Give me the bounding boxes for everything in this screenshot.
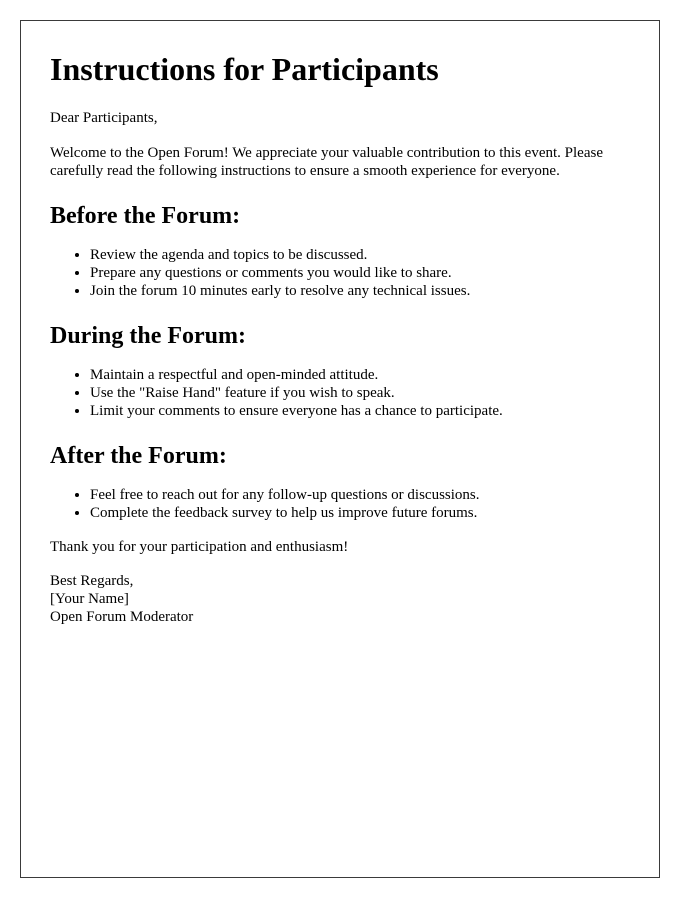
before-forum-list	[50, 246, 630, 300]
list-item: • Maintain a respectful and open-minded attitude.	[90, 366, 630, 384]
list-item: • Join the forum 10 minutes early to resolve any technical issues.	[90, 282, 630, 300]
closing-text: Best Regards,	[50, 573, 134, 589]
document-content	[50, 21, 630, 626]
page-title: Instructions for Participants	[50, 51, 439, 87]
section-heading-before: Before the Forum:	[50, 203, 241, 229]
during-forum-list	[50, 366, 630, 420]
list-item: • Limit your comments to ensure everyone has a chance to participate.	[90, 402, 630, 420]
section-heading-during: During the Forum:	[50, 323, 246, 349]
list-item: • Use the "Raise Hand" feature if you wish to speak.	[90, 384, 630, 402]
list-item: • Feel free to reach out for any follow-up questions or discussions.	[90, 486, 630, 504]
sender-name: [Your Name]	[50, 591, 129, 607]
section-heading-after: After the Forum:	[50, 443, 227, 469]
sender-role: Open Forum Moderator	[50, 609, 194, 625]
thanks-text: Thank you for your participation and enthusiasm!	[50, 539, 349, 555]
list-item: • Review the agenda and topics to be discussed.	[90, 246, 630, 264]
document-page	[20, 20, 660, 878]
after-forum-list	[50, 486, 630, 522]
greeting-text: Dear Participants,	[50, 110, 158, 126]
list-item: • Prepare any questions or comments you would like to share.	[90, 264, 630, 282]
list-item: • Complete the feedback survey to help us improve future forums.	[90, 504, 630, 522]
intro-paragraph: Welcome to the Open Forum! We appreciate your valuable contribution to this event. Please carefully read the following instructions to ensure a smooth experience for everyone.	[50, 145, 603, 179]
signoff-block	[50, 572, 630, 626]
